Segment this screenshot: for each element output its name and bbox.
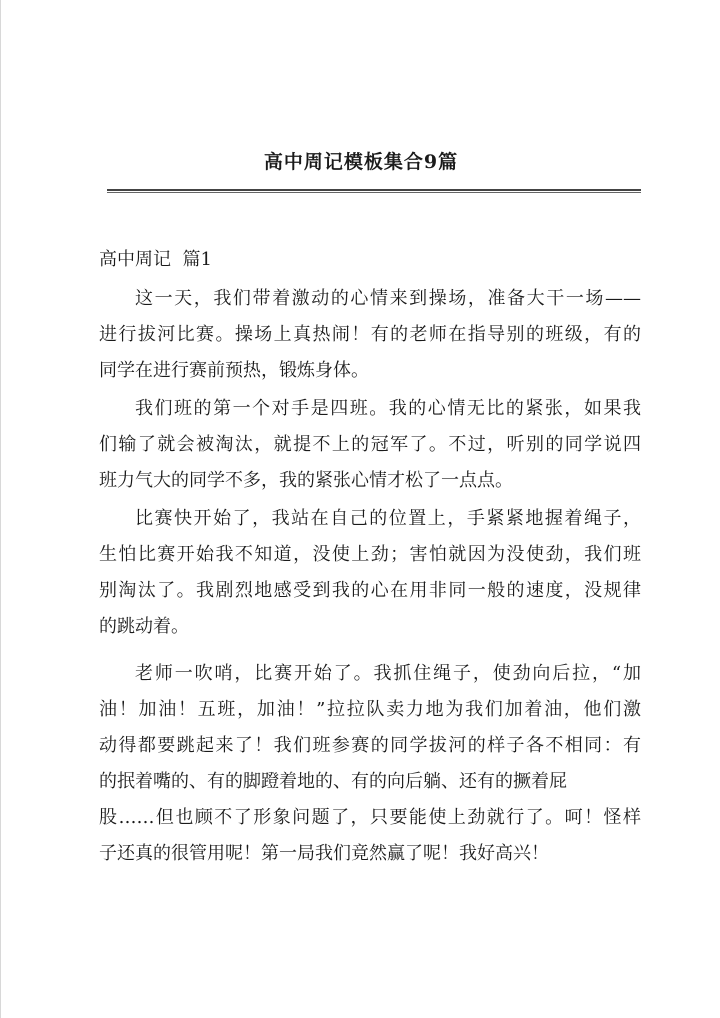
text-line: 动得都要跳起来了！我们班参赛的同学拔河的样子各不相同：有 [99, 735, 641, 756]
text-line: 股……但也顾不了形象问题了，只要能使上劲就行了。呵！怪样 [99, 807, 641, 828]
title-divider [107, 189, 641, 193]
text-line: 比赛快开始了，我站在自己的位置上，手紧紧地握着绳子， [135, 508, 641, 529]
text-line: 的跳动着。 [99, 616, 189, 637]
text-line: 老师一吹哨，比赛开始了。我抓住绳子，使劲向后拉，“加 [135, 663, 641, 684]
document-title: 高中周记模板集合9篇 [263, 151, 459, 173]
section-heading: 高中周记 篇1 [99, 249, 212, 270]
text-line: 们输了就会被淘汰，就提不上的冠军了。不过，听别的同学说四 [99, 434, 641, 455]
paragraph [99, 501, 641, 645]
text-line: 别淘汰了。我剧烈地感受到我的心在用非同一般的速度，没规律 [99, 580, 641, 601]
text-line: 进行拔河比赛。操场上真热闹！有的老师在指导别的班级，有的 [99, 324, 641, 345]
text-line: 子还真的很管用呢！第一局我们竟然赢了呢！我好高兴！ [99, 843, 549, 864]
paragraph [99, 656, 641, 872]
paragraph [99, 281, 641, 389]
text-line: 同学在进行赛前预热，锻炼身体。 [99, 360, 369, 381]
text-line: 油！加油！五班，加油！”拉拉队卖力地为我们加着油，他们激 [99, 699, 641, 720]
text-line: 生怕比赛开始我不知道，没使上劲；害怕就因为没使劲，我们班 [99, 544, 641, 565]
text-line: 这一天，我们带着激动的心情来到操场，准备大干一场—— [135, 288, 641, 309]
text-line: 我们班的第一个对手是四班。我的心情无比的紧张，如果我 [135, 398, 641, 419]
text-line: 的抿着嘴的、有的脚蹬着地的、有的向后躺、还有的撅着屁 [99, 771, 567, 792]
text-line: 班力气大的同学不多，我的紧张心情才松了一点点。 [99, 470, 513, 491]
paragraph [99, 391, 641, 499]
